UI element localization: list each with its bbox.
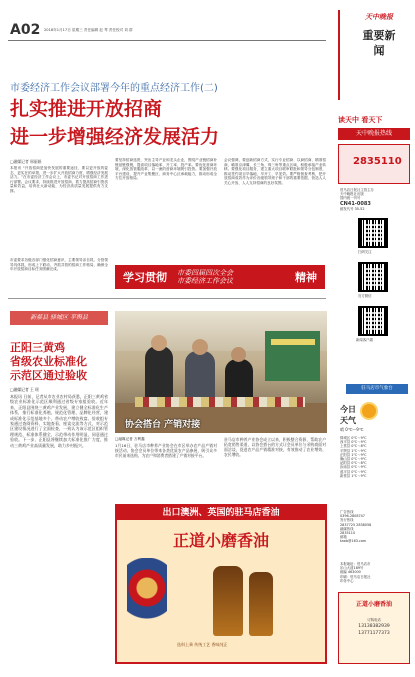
banner-left: 学习贯彻 <box>123 271 167 284</box>
weather-line: 西平县 0℃～9℃ <box>340 440 367 445</box>
qr-code-1 <box>358 218 388 248</box>
page-number: A02 <box>10 22 41 38</box>
footer-line: 乐山大道189号 <box>340 566 364 571</box>
oil-advertisement <box>115 504 327 664</box>
weather-line: 确山县 0℃～9℃ <box>340 457 367 462</box>
second-kicker: 新蔡县 驿城区 平舆县 <box>10 311 108 325</box>
footer-line: 印务中心 <box>340 578 354 583</box>
footer-block <box>340 562 410 583</box>
org-line: CN41-0083 <box>340 200 371 207</box>
article-kicker: 市委经济工作会议部署今年的重点经济工作(二) <box>10 83 218 94</box>
ad-main-title: 正道小磨香油 <box>172 531 269 550</box>
qr-code-3 <box>358 306 388 336</box>
contact-line: 0396-2808747 <box>340 514 365 519</box>
photo-credit: □融媒记者 万利鑫 <box>115 437 145 441</box>
org-line: 国内统一刊号 <box>340 196 361 201</box>
sun-icon <box>362 404 376 418</box>
article-body-col-3: 会议强调，要创新招商方式，实行专业招商、以商招商、精准招商，瞄准京津冀、长三角、珠三角等重点区域，积极承接产业转移。要强化项目服务，建立重大项目联审联批和领导分包制度，推动签约项目早落地、早开工、早见效。要严格督查考核，把开放招商成效作为评价各级领导班子和干部的重要依据，营造人人关心开放、人人支持招商的良好氛围。 <box>224 158 326 185</box>
sidebar-ad <box>338 592 410 664</box>
ad-top-line: 出口澳洲、英国的驻马店香油 <box>117 506 325 520</box>
sidebar-ad-phone-1: 13138382939 <box>358 624 390 630</box>
photo-caption-tag: 协会搭台 产销对接 <box>125 420 201 430</box>
sidebar-ad-phone-2: 13771177373 <box>358 631 390 637</box>
qr-label: 官方微信 <box>358 294 372 298</box>
contact-line: 融媒热线 <box>340 526 354 531</box>
org-line: 天中晚报社出版 <box>340 192 364 197</box>
masthead-logo <box>348 12 410 58</box>
sidebar-org <box>340 188 410 211</box>
qr-label: 扫码关注 <box>358 250 372 254</box>
study-banner <box>115 265 325 289</box>
sidebar-promo-box <box>338 144 410 184</box>
footer-line: 邮编 463000 <box>340 570 361 575</box>
weather-line: 驿城区 0℃～9℃ <box>340 436 367 440</box>
weather-badge: 驻马店市气象台 <box>346 384 408 394</box>
photo-side-text: 驻马店市种养产业协会成立以来，积极整合资源，帮助农户拓宽销售渠道，以协会搭台的方式让会员单位与采购商面对面洽谈，促进农产品产销精准对接，有效推动了农业增效、农民增收。 <box>224 437 326 457</box>
second-body: 本报讯 日前，记者从市农业农村局获悉，正阳三黄鸡省级农业标准化示范区顺利通过省级专家组验收。近年来，正阳县围绕三黄鸡产业发展，建立健全标准化生产体系，推行标准化养殖、规范化管理、品牌化经营，建成标准化示范基地多个，带动农户增收致富。验收组专家通过查阅资料、实地查看、座谈交流等方式，对示范区建设情况进行了全面检查，一致认为该示范区组织管理规范、标准体系健全、示范带动作用明显，同意通过验收。下一步，正阳县将继续加大标准化推广力度，推动三黄鸡产业高质量发展，助力乡村振兴。 <box>10 394 108 448</box>
weather-line: 汝南县 0℃～9℃ <box>340 465 367 470</box>
banner-right: 精神 <box>295 271 317 284</box>
banner-mid-2: 市委经济工作会议 <box>177 277 233 285</box>
weather-line: 泌阳县 0℃～8℃ <box>340 461 367 466</box>
org-line: 驻马店日报社主管主办 <box>340 188 374 192</box>
sidebar-slogan: 读天中 看天下 <box>338 116 383 124</box>
today-label: 今日 <box>340 405 356 414</box>
article-headline-2: 进一步增强经济发展活力 <box>10 126 220 148</box>
footer-line: 本报地址：驻马店市 <box>340 562 371 566</box>
sidebar-promo: 天中晚报热线 <box>338 128 410 140</box>
section-title: 重要新闻 <box>362 29 396 57</box>
news-photo <box>115 311 327 433</box>
weather-line: 上蔡县 0℃～8℃ <box>340 444 367 449</box>
article-body-col-1: 本报讯 “开放招商是加快发展的重要途径，要以更开放的姿态、更实在的举措，进一步扩大开放招商力度，增强经济发展活力。”在市委经济工作会议上，市委书记对开放招商工作进行部署。会议要求，持续推进开放招商，着力提高招商引资质量和效益，培育壮大新动能，为经济高质量发展提供有力支撑。 <box>10 166 108 193</box>
contact-line: 2837725 2838058 <box>340 522 372 527</box>
today-title: 天气 <box>340 416 356 425</box>
contact-line: 发行热线 <box>340 518 354 523</box>
contact-line: 2835110 <box>340 531 356 536</box>
contact-line: tzwb@163.com <box>340 539 367 544</box>
weather-line: 正阳县 1℃～9℃ <box>340 452 367 457</box>
dateline: 2018年1月17日 星期三 责任编辑 赵 琴 责任校对 刘 群 <box>44 28 133 32</box>
banner-mid-1: 市委四届四次全会 <box>177 268 233 277</box>
article-body-col-2: 要坚持招商选资，突出主导产业和龙头企业，围绕产业链招商补链延链强链，提高项目落地率、开工率、投产率。要优化营商环境，深化放管服改革，以一流的营商环境吸引投资。要加强开放平台建设，提升产业集聚区、商务中心区承载能力，推动形成全方位开放格局。 <box>115 158 217 181</box>
contact-line: 广告热线 <box>340 510 354 514</box>
second-byline: □融媒记者 王 瑶 <box>10 387 39 392</box>
footer-line: 印刷：驻马店日报社 <box>340 574 371 579</box>
sidebar-ad-phone-label: 订购电话 <box>367 618 381 622</box>
article-headline-1: 扎实推进开放招商 <box>10 98 163 120</box>
logo-text: 天中晚报 <box>365 13 393 21</box>
weather-list <box>340 436 410 478</box>
weather-line: 平舆县 1℃～9℃ <box>340 448 367 453</box>
org-line: 邮发代号 35-52 <box>340 206 365 211</box>
second-headline-1: 正阳三黄鸡 <box>10 341 65 354</box>
second-headline-2: 省级农业标准化 <box>10 355 87 368</box>
weather-today: 晴 0℃～9℃ <box>340 427 364 432</box>
weather-line: 新蔡县 1℃～9℃ <box>340 473 367 478</box>
ad-note: 选料上乘 传统工艺 香味纯正 <box>177 642 228 647</box>
second-headline-3: 示范区通过验收 <box>10 369 87 382</box>
article-body-col-1b: 市委要求各级各部门强化招商意识，主要领导亲自抓，分管领导具体抓，形成上下联动、齐抓共管的招商工作格局，确保全年开放招商目标任务圆满完成。 <box>10 258 108 272</box>
contact-block <box>340 510 410 544</box>
sidebar-hotline: 2835110 <box>353 156 402 167</box>
weather-line: 遂平县 0℃～9℃ <box>340 469 367 474</box>
qr-code-2 <box>358 262 388 292</box>
contact-line: 邮箱 <box>340 535 347 540</box>
qr-label: 新闻客户端 <box>356 338 373 342</box>
photo-caption: 1月16日，驻马店市种养产业协会在市区举办农产品产销对接活动，协会会员单位带来各类优质农产品参展，吸引众多市民前来选购，为农户和消费者搭建了产销对接平台。 <box>115 443 217 458</box>
sidebar-ad-title: 正道小磨香油 <box>355 601 392 608</box>
article-byline: □融媒记者 邢丽娟 <box>10 159 42 164</box>
